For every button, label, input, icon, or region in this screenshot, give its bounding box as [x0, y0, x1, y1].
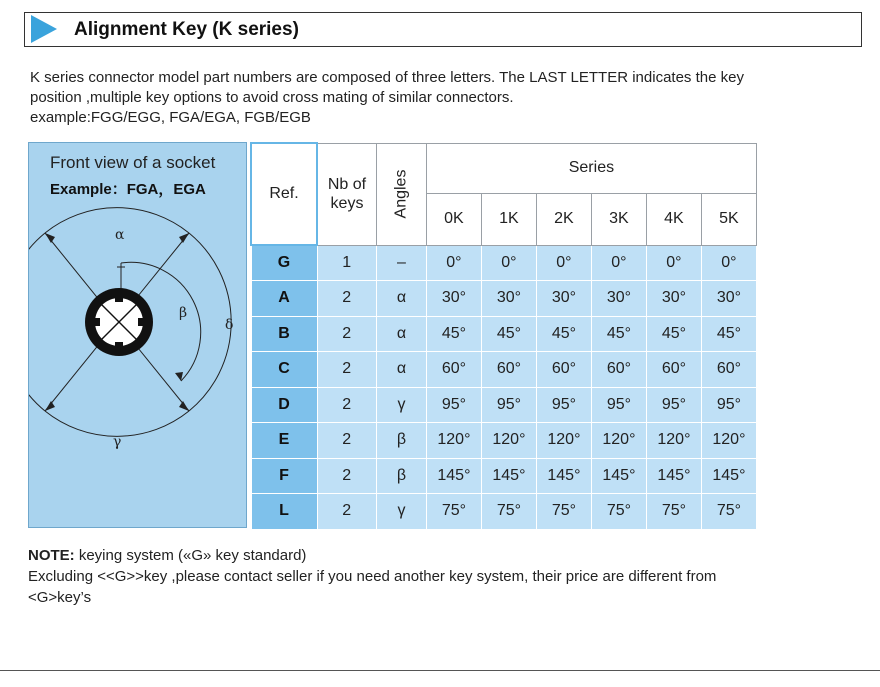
series-value-cell: 45° [701, 316, 756, 352]
ref-cell: B [251, 316, 317, 352]
series-value-cell: 0° [701, 245, 756, 281]
series-value-cell: 95° [481, 387, 536, 423]
ref-cell: D [251, 387, 317, 423]
header-angles [377, 143, 427, 245]
ref-cell: E [251, 423, 317, 459]
series-value-cell: 60° [481, 352, 536, 388]
nb-keys-cell: 2 [317, 352, 377, 388]
nb-keys-cell: 2 [317, 316, 377, 352]
series-value-cell: 145° [701, 458, 756, 494]
series-value-cell: 45° [646, 316, 701, 352]
table-row [251, 316, 756, 352]
series-col-4k: 4K [646, 193, 701, 245]
series-value-cell: 120° [481, 423, 536, 459]
socket-front-view-diagram [29, 203, 248, 523]
key-notch [115, 294, 123, 302]
section-title-bar [24, 12, 862, 47]
series-value-cell: 75° [426, 494, 481, 530]
note-label: NOTE: [28, 547, 75, 564]
ref-cell: F [251, 458, 317, 494]
note-block [28, 545, 868, 608]
series-value-cell: 30° [536, 281, 591, 317]
nb-keys-cell: 2 [317, 423, 377, 459]
series-value-cell: 75° [536, 494, 591, 530]
series-value-cell: 75° [646, 494, 701, 530]
series-value-cell: 145° [426, 458, 481, 494]
beta-label: β [179, 305, 188, 321]
series-value-cell: 145° [536, 458, 591, 494]
series-value-cell: 60° [536, 352, 591, 388]
ref-cell: C [251, 352, 317, 388]
note-line: <G>key’s [28, 589, 92, 606]
ref-cell: L [251, 494, 317, 530]
angle-cell: – [377, 245, 427, 281]
series-value-cell: 45° [591, 316, 646, 352]
series-value-cell: 120° [646, 423, 701, 459]
bottom-divider [0, 670, 880, 671]
alpha-label: α [115, 227, 125, 243]
series-col-3k: 3K [591, 193, 646, 245]
table-row [251, 423, 756, 459]
series-col-1k: 1K [481, 193, 536, 245]
series-value-cell: 30° [591, 281, 646, 317]
nb-keys-cell: 2 [317, 494, 377, 530]
header-angles-text: Angles [392, 169, 410, 219]
note-line: Excluding <<G>>key ,please contact seller if you need another key system, their price are different from [28, 568, 717, 585]
series-value-cell: 75° [481, 494, 536, 530]
series-value-cell: 120° [536, 423, 591, 459]
series-value-cell: 60° [591, 352, 646, 388]
ref-cell: A [251, 281, 317, 317]
angle-cell: α [377, 281, 427, 317]
series-value-cell: 0° [536, 245, 591, 281]
series-value-cell: 145° [646, 458, 701, 494]
series-value-cell: 95° [536, 387, 591, 423]
series-value-cell: 145° [591, 458, 646, 494]
socket-diagram-panel [28, 142, 247, 528]
series-value-cell: 145° [481, 458, 536, 494]
series-value-cell: 95° [426, 387, 481, 423]
angle-cell: β [377, 423, 427, 459]
series-value-cell: 75° [701, 494, 756, 530]
header-nb-keys: Nb of keys [317, 143, 377, 245]
series-value-cell: 30° [481, 281, 536, 317]
table-row [251, 494, 756, 530]
series-value-cell: 95° [591, 387, 646, 423]
series-col-0k: 0K [426, 193, 481, 245]
diagram-heading: Front view of a socket [50, 153, 216, 172]
series-value-cell: 120° [591, 423, 646, 459]
table-row [251, 387, 756, 423]
series-value-cell: 60° [646, 352, 701, 388]
angle-cell: α [377, 352, 427, 388]
gamma-arc [29, 233, 45, 411]
intro-line: position ,multiple key options to avoid cross mating of similar connectors. [30, 89, 514, 106]
series-col-2k: 2K [536, 193, 591, 245]
table-row [251, 281, 756, 317]
nb-keys-cell: 2 [317, 387, 377, 423]
series-value-cell: 30° [701, 281, 756, 317]
series-value-cell: 75° [591, 494, 646, 530]
nb-keys-cell: 2 [317, 281, 377, 317]
nb-keys-cell: 2 [317, 458, 377, 494]
table-row [251, 352, 756, 388]
series-value-cell: 0° [591, 245, 646, 281]
triangle-bullet-icon [31, 15, 57, 43]
nb-keys-cell: 1 [317, 245, 377, 281]
table-row [251, 245, 756, 281]
series-value-cell: 45° [536, 316, 591, 352]
diagram-example: Example：FGA，EGA [50, 181, 206, 198]
note-line: keying system («G» key standard) [74, 547, 307, 564]
angle-cell: γ [377, 494, 427, 530]
series-value-cell: 0° [646, 245, 701, 281]
series-value-cell: 95° [701, 387, 756, 423]
alignment-key-table [250, 142, 757, 530]
header-series: Series [426, 143, 756, 193]
angle-cell: γ [377, 387, 427, 423]
series-value-cell: 30° [646, 281, 701, 317]
series-value-cell: 45° [481, 316, 536, 352]
header-ref: Ref. [251, 143, 317, 245]
section-title: Alignment Key (K series) [74, 19, 299, 40]
gamma-label: γ [113, 434, 122, 450]
series-value-cell: 45° [426, 316, 481, 352]
series-value-cell: 120° [426, 423, 481, 459]
series-col-5k: 5K [701, 193, 756, 245]
series-value-cell: 120° [701, 423, 756, 459]
angle-cell: β [377, 458, 427, 494]
gamma-arc-bottom [45, 411, 189, 436]
series-value-cell: 60° [701, 352, 756, 388]
series-value-cell: 95° [646, 387, 701, 423]
intro-line: example:FGG/EGG, FGA/EGA, FGB/EGB [30, 109, 311, 126]
ref-cell: G [251, 245, 317, 281]
intro-line: K series connector model part numbers are composed of three letters. The LAST LETTER indicates the key [30, 69, 744, 86]
series-value-cell: 0° [426, 245, 481, 281]
series-value-cell: 30° [426, 281, 481, 317]
delta-label: δ [225, 317, 234, 333]
series-value-cell: 60° [426, 352, 481, 388]
series-value-cell: 0° [481, 245, 536, 281]
table-row [251, 458, 756, 494]
angle-cell: α [377, 316, 427, 352]
intro-text [30, 68, 850, 128]
